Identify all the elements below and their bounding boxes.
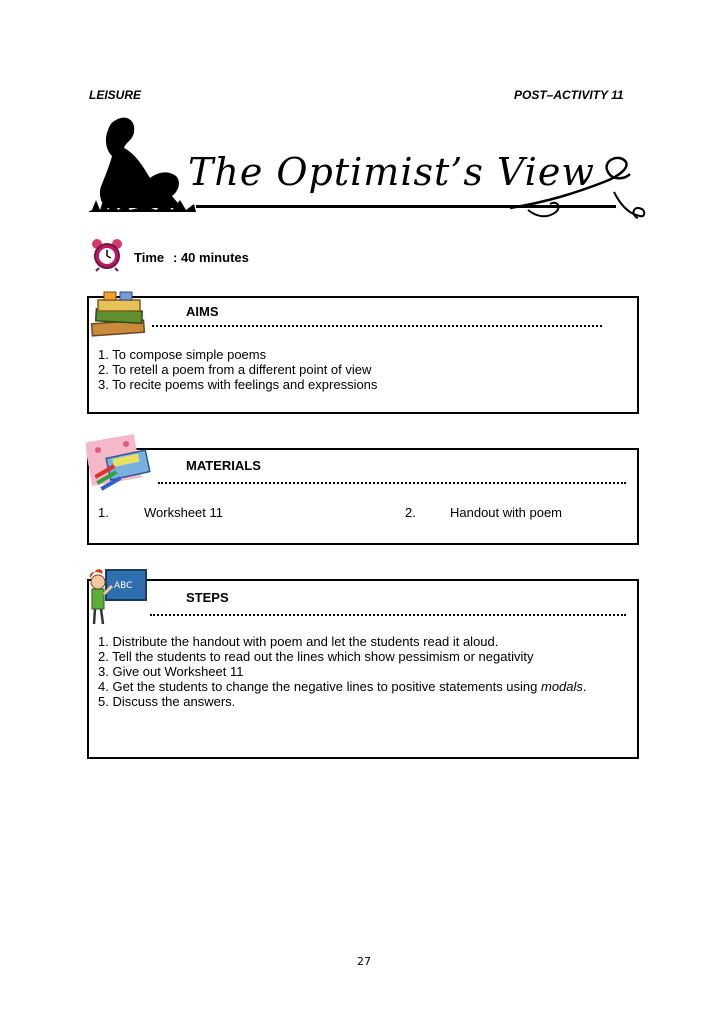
list-item: 2. Tell the students to read out the lines which show pessimism or negativity — [98, 649, 534, 664]
list-item: 3. Give out Worksheet 11 — [98, 664, 244, 679]
step-4-end: . — [582, 679, 587, 694]
list-item: 2. To retell a poem from a different point of view — [98, 362, 372, 377]
steps-list — [98, 634, 587, 709]
sitting-woman-silhouette-icon — [86, 112, 198, 216]
books-icon — [88, 288, 150, 342]
materials-item-2-text: Handout with poem — [450, 505, 563, 520]
header-right: POST–ACTIVITY 11 — [514, 88, 624, 102]
materials-box — [87, 448, 639, 545]
materials-item-2-number: 2. — [405, 505, 416, 520]
aims-title: AIMS — [186, 304, 219, 319]
materials-dotted-line — [158, 482, 626, 484]
teacher-blackboard-icon — [82, 566, 150, 632]
page-number: 27 — [357, 955, 371, 968]
materials-title: MATERIALS — [186, 458, 261, 473]
steps-dotted-line — [150, 614, 626, 616]
list-item: 3. To recite poems with feelings and expressions — [98, 377, 378, 392]
materials-item-1-text: Worksheet 11 — [144, 505, 224, 520]
time-value: : 40 minutes — [173, 250, 249, 265]
aims-list — [98, 347, 377, 392]
step-4-emphasis: modals — [541, 679, 583, 694]
list-item: 5. Discuss the answers. — [98, 694, 236, 709]
steps-title: STEPS — [186, 590, 229, 605]
list-item: 1. To compose simple poems — [98, 347, 267, 362]
time-label: Time — [134, 250, 165, 265]
list-item — [98, 679, 587, 694]
blackboard-text: ABC — [114, 581, 133, 591]
crayons-icon — [86, 432, 156, 492]
page-title: The Optimist’s View — [188, 150, 595, 194]
header-left: LEISURE — [89, 88, 142, 102]
list-item: 1. Distribute the handout with poem and let the students read it aloud. — [98, 634, 499, 649]
alarm-clock-icon — [91, 238, 123, 272]
aims-dotted-line — [152, 325, 602, 327]
swirl-flourish-icon — [508, 152, 648, 228]
step-4-text: 4. Get the students to change the negative lines to positive statements using — [98, 679, 541, 694]
materials-item-1-number: 1. — [98, 505, 109, 520]
